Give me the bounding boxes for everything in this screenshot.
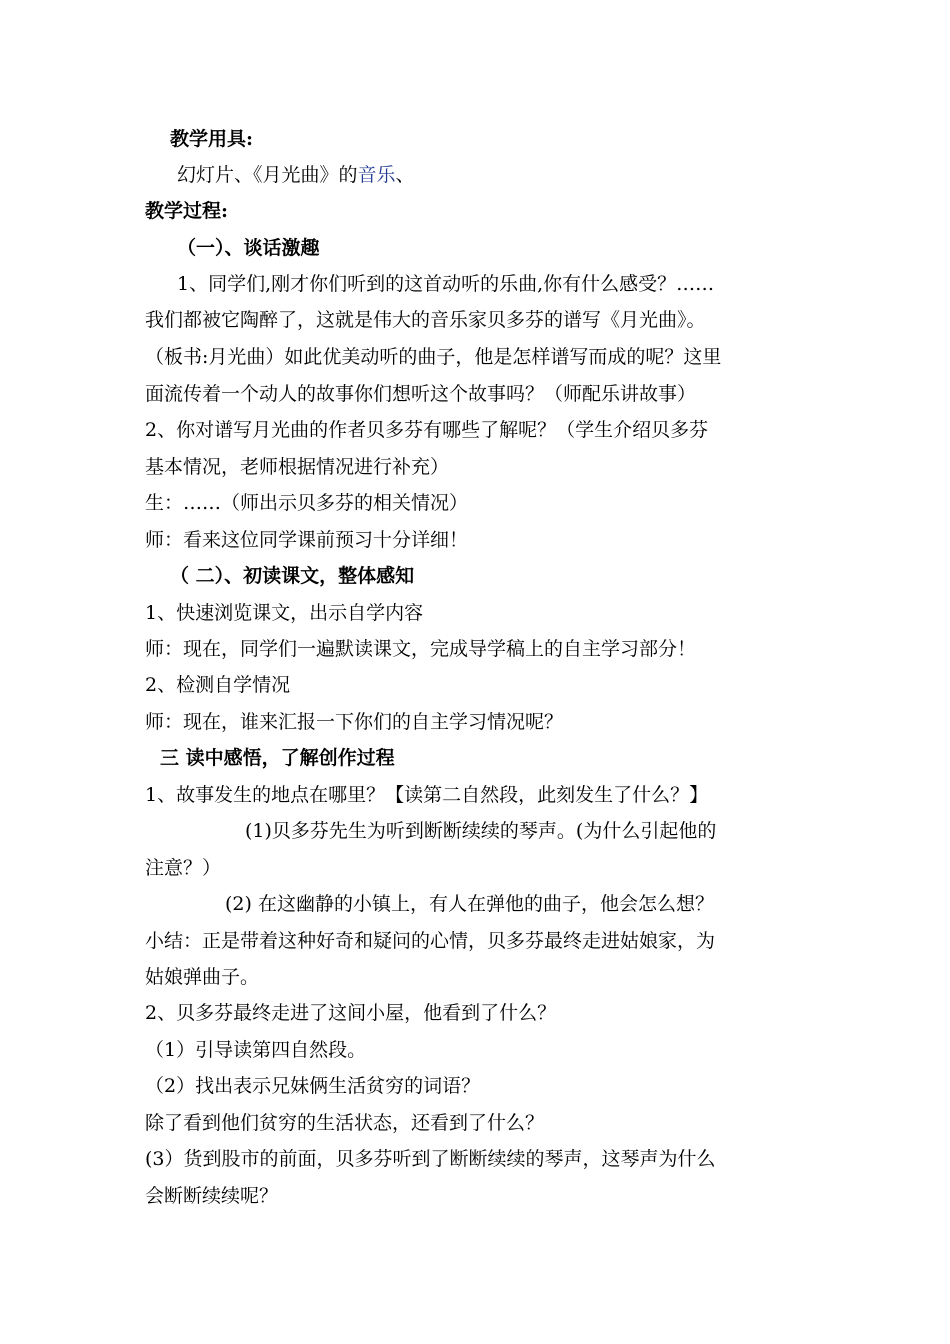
- sub-item: (1)贝多芬先生为听到断断续续的琴声。(为什么引起他的: [245, 820, 717, 842]
- list-item: 2、贝多芬最终走进了这间小屋，他看到了什么？: [145, 1002, 557, 1024]
- sub-item: (2) 在这幽静的小镇上，有人在弹他的曲子，他会怎么想？: [225, 893, 714, 915]
- list-item: 2、检测自学情况: [145, 674, 291, 696]
- section2-heading: （ 二）、初读课文，整体感知: [170, 565, 415, 587]
- student-line: 生：……（师出示贝多芬的相关情况）: [145, 492, 469, 514]
- paragraph-line: 我们都被它陶醉了，这就是伟大的音乐家贝多芬的谱写《月光曲》。: [145, 309, 706, 331]
- section1-heading: （一）、谈话激趣: [177, 237, 320, 259]
- summary-line: 小结：正是带着这种好奇和疑问的心情，贝多芬最终走进姑娘家，为: [145, 930, 716, 952]
- summary-line: 姑娘弹曲子。: [145, 966, 260, 988]
- process-heading: 教学过程:: [145, 200, 229, 222]
- sub-item-continuation: 注意？）: [145, 857, 222, 879]
- paragraph-line: （板书:月光曲）如此优美动听的曲子，他是怎样谱写而成的呢？这里: [145, 346, 722, 368]
- sub-item: （2）找出表示兄妹俩生活贫穷的词语？: [145, 1075, 481, 1097]
- teacher-line: 师：现在，同学们一遍默读课文，完成导学稿上的自主学习部分！: [145, 638, 697, 660]
- teacher-line: 师：现在，谁来汇报一下你们的自主学习情况呢？: [145, 711, 564, 733]
- teacher-line: 师：看来这位同学课前预习十分详细！: [145, 529, 469, 551]
- list-item: 1、快速浏览课文，出示自学内容: [145, 602, 424, 624]
- paragraph-line: 基本情况，老师根据情况进行补充）: [145, 456, 450, 478]
- tools-text-after: 、: [395, 164, 415, 186]
- paragraph-line: 除了看到他们贫穷的生活状态，还看到了什么？: [145, 1112, 545, 1134]
- list-item: 1、故事发生的地点在哪里？【读第二自然段，此刻发生了什么？】: [145, 784, 709, 806]
- paragraph-line: 1、同学们,刚才你们听到的这首动听的乐曲,你有什么感受？……: [177, 273, 715, 295]
- sub-item: (3）货到股市的前面，贝多芬听到了断断续续的琴声，这琴声为什么: [145, 1148, 716, 1170]
- tools-line: [177, 163, 415, 187]
- section3-heading: 三 读中感悟，了解创作过程: [160, 747, 395, 769]
- paragraph-line: 2、你对谱写月光曲的作者贝多芬有哪些了解呢？（学生介绍贝多芬: [145, 419, 709, 441]
- sub-item-continuation: 会断断续续呢？: [145, 1185, 279, 1207]
- sub-item: （1）引导读第四自然段。: [145, 1039, 367, 1061]
- paragraph-line: 面流传着一个动人的故事你们想听这个故事吗？（师配乐讲故事）: [145, 383, 697, 405]
- tools-text-before: 幻灯片、《月光曲》的: [177, 164, 358, 186]
- tools-heading: 教学用具:: [170, 128, 254, 150]
- music-link[interactable]: 音乐: [357, 164, 396, 186]
